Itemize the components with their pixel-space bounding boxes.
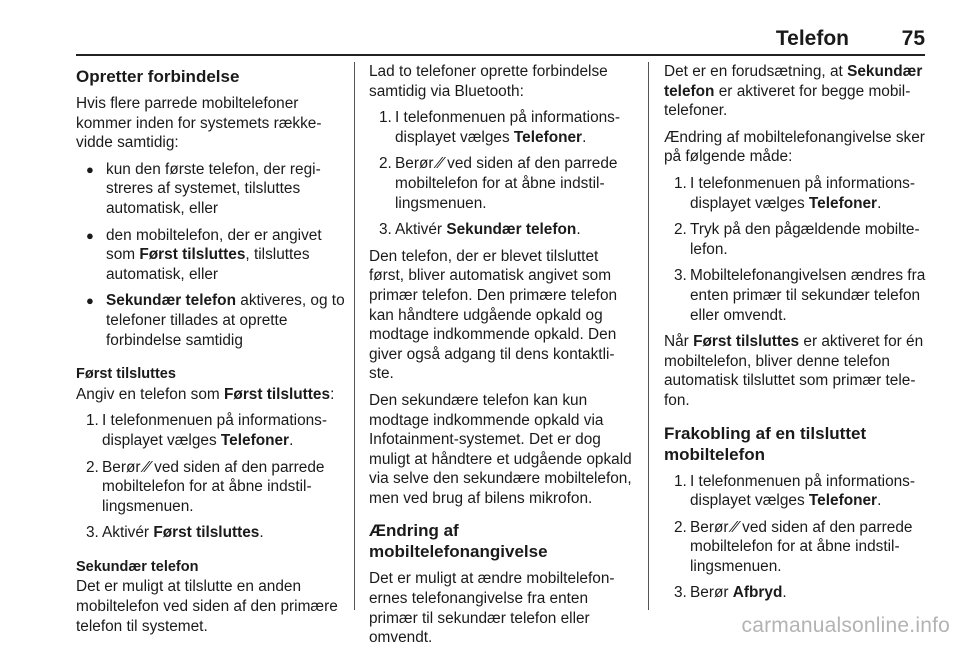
paragraph: Angiv en telefon som Først tilsluttes: — [76, 385, 335, 403]
paragraph: Det er en forudsætning, at Sekundær telefon er aktiveret for begge mobil-telefoner. — [664, 63, 923, 120]
section-heading: Ændring af mobiltelefonangivelse — [369, 521, 548, 562]
edit-pen-icon: ⁄⁄ — [437, 155, 443, 173]
list-item: 1. I telefonmenuen på informations-displayet vælges Telefoner. — [86, 412, 328, 449]
numbered-list — [76, 411, 346, 543]
page-title: Telefon — [775, 27, 849, 50]
edit-pen-icon: ⁄⁄ — [732, 518, 738, 536]
section-heading: Frakobling af en tilsluttet mobiltelefon — [664, 423, 867, 464]
page-header — [76, 27, 925, 51]
column-3 — [664, 62, 930, 610]
header-rule — [76, 54, 925, 56]
list-item: ● kun den første telefon, der regi-streres af systemet, tilsluttes automatisk, eller — [86, 160, 321, 217]
list-item: 2. Berør ⁄⁄ ved siden af den parrede mobiltelefon for at åbne indstil-lingsmenuen. — [86, 458, 325, 515]
bullet-icon: ● — [86, 161, 94, 177]
list-item: 3. Berør Afbryd. — [674, 584, 787, 602]
list-item: 3. Aktivér Sekundær telefon. — [379, 221, 581, 239]
paragraph: Den sekundære telefon kan kun modtage indkommende opkald via Infotainment-systemet. Det er dog muligt at håndtere et udgående opkald via selve den sekundære mobiltelefon, men ved brug af bilens mikrofon. — [369, 391, 632, 507]
list-item: 3. Mobiltelefonangivelsen ændres fra enten primær til sekundær telefon eller omvendt. — [674, 267, 926, 324]
numbered-list — [664, 174, 930, 325]
list-item: 1. I telefonmenuen på informations-displayet vælges Telefoner. — [379, 109, 621, 146]
list-item: 1. I telefonmenuen på informations-displayet vælges Telefoner. — [674, 174, 916, 212]
list-item: 1. I telefonmenuen på informations-displayet vælges Telefoner. — [674, 472, 916, 510]
bullet-icon: ● — [86, 227, 94, 243]
numbered-list — [369, 108, 637, 240]
column-divider — [354, 62, 355, 610]
column-divider — [648, 62, 649, 610]
bullet-icon: ● — [86, 293, 94, 309]
paragraph: Det er muligt at ændre mobiltelefon-ernes telefonangivelse fra enten primær til sekundær telefon eller omvendt. — [369, 570, 615, 647]
paragraph: Ændring af mobiltelefonangivelse sker på følgende måde: — [664, 128, 925, 166]
paragraph: Det er muligt at tilslutte en anden mobiltelefon ved siden af den primære telefon til systemet. — [76, 578, 338, 635]
list-item: 2. Tryk på den pågældende mobilte-lefon. — [674, 221, 920, 258]
page-number: 75 — [901, 27, 925, 50]
edit-pen-icon: ⁄⁄ — [144, 458, 150, 476]
list-item: 2. Berør ⁄⁄ ved siden af den parrede mobiltelefon for at åbne indstil-lingsmenuen. — [379, 155, 618, 212]
subheading: Sekundær telefon — [76, 558, 199, 575]
column-2 — [369, 62, 637, 655]
watermark: carmanualsonline.info — [741, 614, 950, 637]
paragraph: Hvis flere parrede mobiltelefoner kommer inden for systemets række-vidde samtidig: — [76, 95, 322, 152]
column-1 — [76, 62, 346, 643]
paragraph: Den telefon, der er blevet tilsluttet først, bliver automatisk angivet som primær telefon. Den primære telefon kan håndtere udgående opkald og modtage indkommende opkald. Den giver også adgang til dens kontaktli-ste. — [369, 247, 618, 383]
bullet-list — [76, 160, 346, 350]
list-item: 2. Berør ⁄⁄ ved siden af den parrede mobiltelefon for at åbne indstil-lingsmenuen. — [674, 518, 913, 575]
list-item: 3. Aktivér Først tilsluttes. — [86, 524, 264, 542]
paragraph: Når Først tilsluttes er aktiveret for én mobiltelefon, bliver denne telefon automatisk tilsluttet som primær tele-fon. — [664, 333, 924, 409]
list-item: ● Sekundær telefon aktiveres, og to telefoner tillades at oprette forbindelse samtidig — [86, 292, 345, 349]
subheading: Først tilsluttes — [76, 366, 176, 383]
paragraph: Lad to telefoner oprette forbindelse samtidig via Bluetooth: — [369, 63, 608, 100]
list-item: ● den mobiltelefon, der er angivet som Først tilsluttes, tilsluttes automatisk, eller — [86, 226, 322, 283]
section-heading: Opretter forbindelse — [76, 67, 240, 86]
numbered-list — [664, 472, 930, 604]
